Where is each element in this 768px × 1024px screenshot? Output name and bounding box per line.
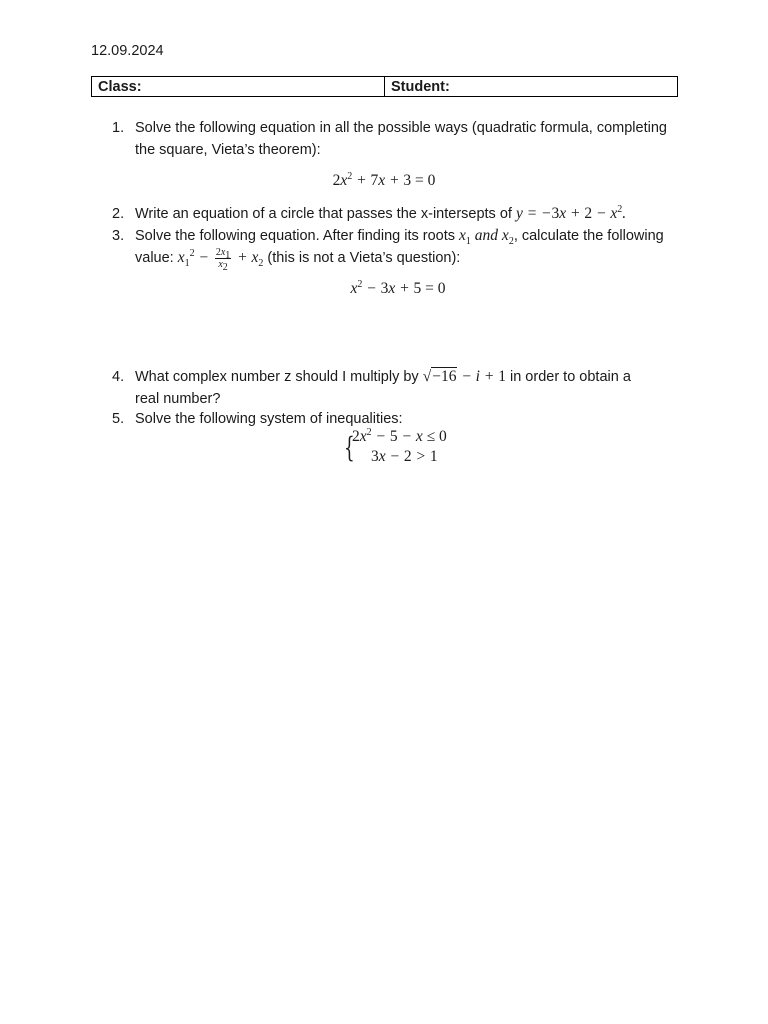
inequality-1: $2x^2 - 5 - x \le 0$ [352, 426, 447, 445]
class-field[interactable]: Class: [92, 77, 385, 97]
question-text-cont: , calculate the following [513, 228, 664, 244]
question-text: Solve the following system of inequalities: [135, 411, 403, 427]
question-text: Solve the following equation. After finding its roots [135, 228, 455, 244]
question-text-cont: in order to obtain a [509, 369, 631, 385]
question-text: Write an equation of a circle that passes the x-intersepts of [135, 206, 512, 222]
question-4 [112, 366, 682, 410]
equation-1: $2x^2 + 7x + 3 = 0$ [332, 170, 436, 189]
parabola-expression: $y = -3x + 2 - x^2$. [515, 203, 627, 222]
question-number: 5. [112, 411, 125, 427]
question-1 [112, 117, 682, 161]
question-number: 3. [112, 228, 125, 244]
left-brace-icon: { [344, 431, 355, 464]
question-number: 2. [112, 206, 125, 222]
question-number: 4. [112, 369, 125, 385]
question-3 [112, 225, 682, 273]
question-text-value: value: [135, 250, 174, 267]
question-number: 1. [112, 120, 125, 136]
question-text-end: real number? [135, 391, 221, 407]
complex-expression: √−16 − i + 1 [422, 368, 506, 385]
question-text-note: (this is not a Vieta’s question): [267, 250, 461, 267]
question-5 [112, 408, 682, 430]
inequality-2: 3x − 2 > 1 [371, 448, 438, 465]
header-table [91, 76, 678, 97]
value-expression: $x_1^2$ − $\frac{2x_1}{x_2}$ + $x_2$ [177, 247, 264, 273]
roots-expression: $x_1$ and $x_2$ [459, 227, 514, 248]
question-2 [112, 203, 682, 225]
question-text: What complex number z should I multiply by [135, 369, 419, 385]
question-text: Solve the following equation in all the possible ways (quadratic formula, completing the square, Vieta’s theorem): [135, 120, 667, 158]
student-field[interactable]: Student: [385, 77, 678, 97]
document-date: 12.09.2024 [91, 43, 164, 59]
equation-3: $x^2 - 3x + 5 = 0$ [350, 278, 446, 297]
